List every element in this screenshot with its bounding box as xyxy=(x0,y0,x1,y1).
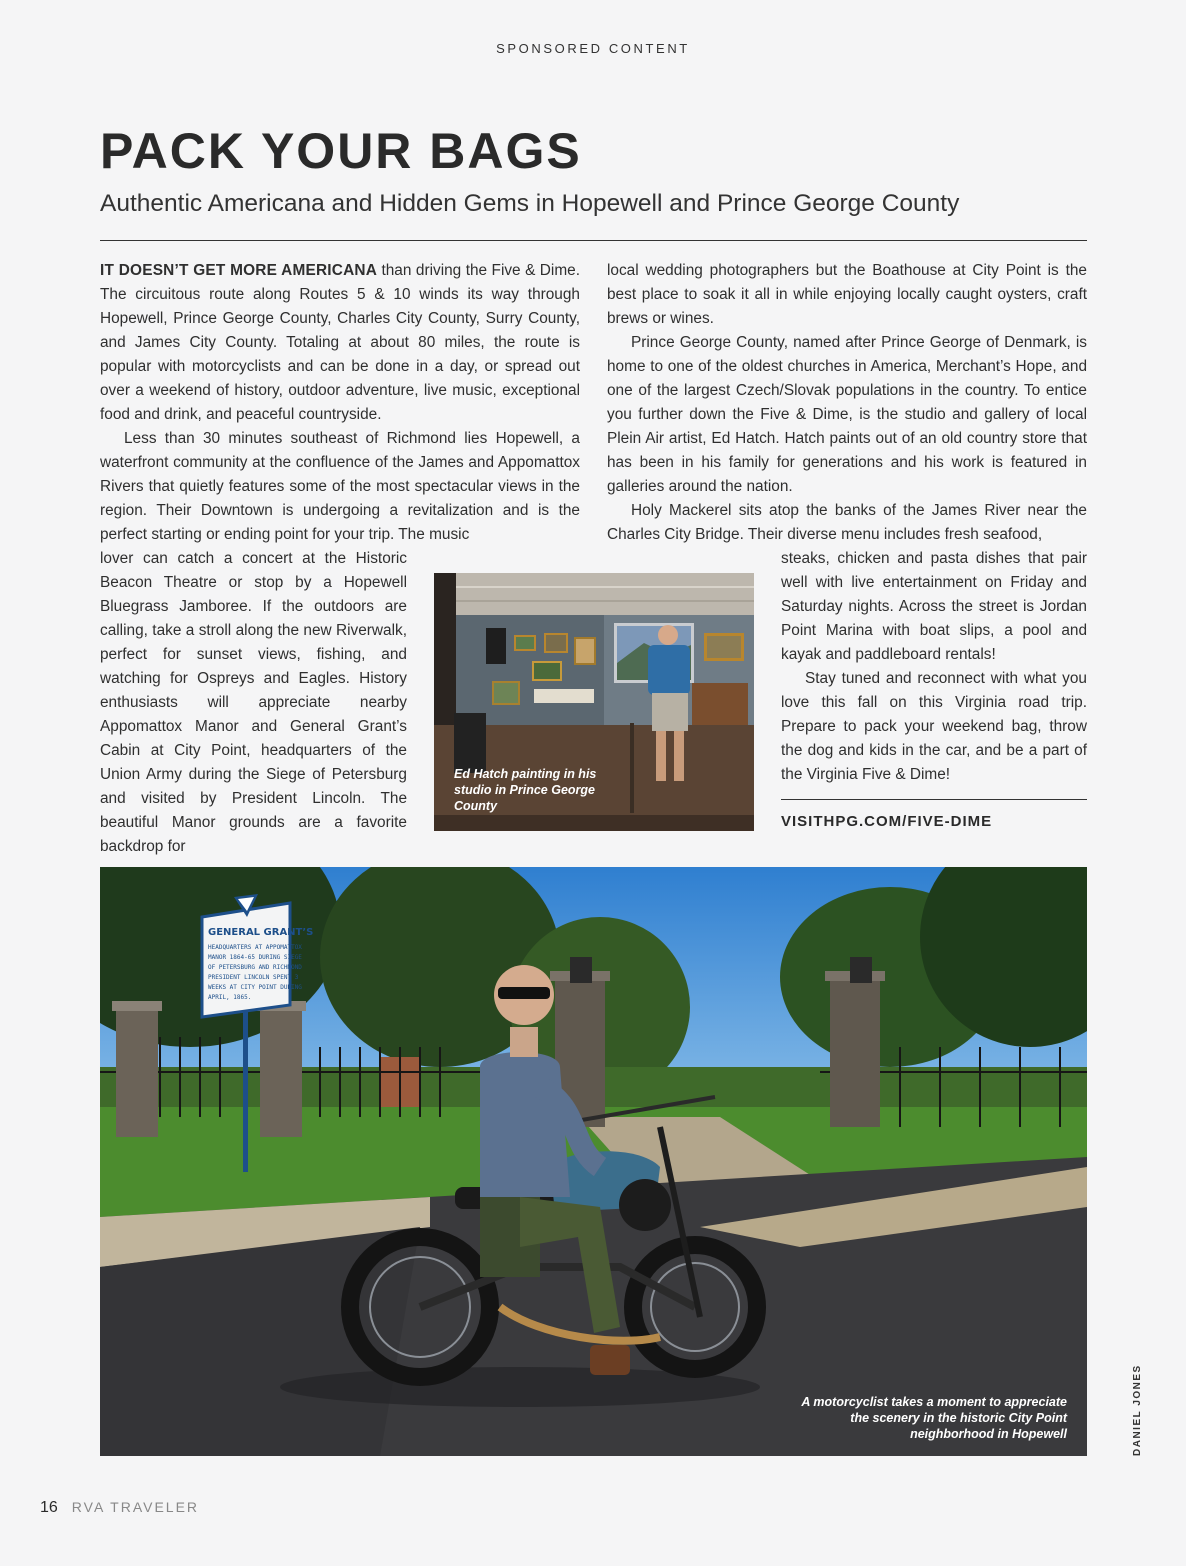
article-subtitle: Authentic Americana and Hidden Gems in Hopewell and Prince George County xyxy=(100,190,960,217)
paragraph-2-end: local wedding photographers but the Boathouse at City Point is the best place to soak it all in while enjoying locally caught oysters, craft brews or wines. xyxy=(607,262,1087,327)
column-right-top xyxy=(607,259,1087,547)
motorcyclist-photo xyxy=(100,867,1087,1456)
paragraph-3: Prince George County, named after Prince George of Denmark, is home to one of the oldest churches in America, Merchant’s Hope, and one of the largest Czech/Slovak populations in the country. To entice you further down the Five & Dime, is the studio and gallery of local Plein Air artist, Ed Hatch. Hatch paints out of an old country store that has been in his family for generations and his work is featured in galleries around the nation. xyxy=(607,334,1087,495)
sponsored-label: SPONSORED CONTENT xyxy=(496,41,690,56)
motorcyclist-photo-image xyxy=(100,867,1087,1456)
title-divider xyxy=(100,240,1087,241)
sign-line-6: APRIL, 1865. xyxy=(208,994,252,1001)
studio-photo xyxy=(434,573,754,831)
paragraph-5: Stay tuned and reconnect with what you love this fall on this Virginia road trip. Prepare to pack your weekend bag, throw the dog and kids in the car, and be a part of the Virginia Five & Dime! xyxy=(781,670,1087,783)
publication-name: RVA TRAVELER xyxy=(71,1499,200,1515)
photo-credit: DANIEL JONES xyxy=(1132,1364,1143,1456)
article-title: PACK YOUR BAGS xyxy=(100,123,582,179)
paragraph-4: Holy Mackerel sits atop the banks of the James River near the Charles City Bridge. Their diverse menu includes fresh seafood, xyxy=(607,502,1087,543)
column-left-top xyxy=(100,259,580,547)
paragraph-1 xyxy=(100,259,580,427)
sign-line-2: MANOR 1864-65 DURING SIEGE xyxy=(208,954,302,961)
studio-photo-caption: Ed Hatch painting in his studio in Prince George County xyxy=(454,767,597,813)
column-left-bottom xyxy=(100,547,407,859)
sign-line-1: HEADQUARTERS AT APPOMATTOX xyxy=(208,944,302,951)
paragraph-4-continued: steaks, chicken and pasta dishes that pair well with live entertainment on Friday and Saturday nights. Across the street is Jordan Point Marina with boat slips, a pool and kayak and paddleboard rentals! xyxy=(781,550,1087,663)
link-divider xyxy=(781,799,1087,800)
lead-in: IT DOESN’T GET MORE AMERICANA xyxy=(100,262,378,279)
paragraph-2: Less than 30 minutes southeast of Richmond lies Hopewell, a waterfront community at the confluence of the James and Appomattox Rivers that quietly features some of the most spectacular views in the region. Their Downtown is undergoing a revitalization and is the perfect starting or ending point for your trip. The music xyxy=(100,430,580,543)
paragraph-1-text: than driving the Five & Dime. The circuitous route along Routes 5 & 10 winds its way through Hopewell, Prince George County, Charles City County, Surry County, and James City County. Totaling at about 80 miles, the route is popular with motorcyclists and can be done in a day, or spread out over a weekend of history, outdoor adventure, live music, exceptional food and drink, and peaceful countryside. xyxy=(100,262,580,423)
column-right-bottom xyxy=(781,547,1087,787)
page-footer xyxy=(40,1499,199,1517)
sign-line-5: WEEKS AT CITY POINT DURING xyxy=(208,984,302,991)
sign-title: GENERAL GRANT’S xyxy=(208,927,314,938)
paragraph-2-continued: lover can catch a concert at the Historic Beacon Theatre or stop by a Hopewell Bluegrass Jamboree. If the outdoors are calling, take a stroll along the new Riverwalk, perfect for sunset views, fishing, and watching for Ospreys and Eagles. History enthusiasts will appreciate nearby Appomattox Manor and General Grant’s Cabin at City Point, headquarters of the Union Army during the Siege of Petersburg and visited by President Lincoln. The beautiful Manor grounds are a favorite backdrop for xyxy=(100,550,407,855)
sign-line-4: PRESIDENT LINCOLN SPENT 3 xyxy=(208,974,299,981)
page-number: 16 xyxy=(40,1499,58,1516)
sign-line-3: OF PETERSBURG AND RICHMOND xyxy=(208,964,302,971)
motorcyclist-photo-caption: A motorcyclist takes a moment to appreciate the scenery in the historic City Point neighborhood in Hopewell xyxy=(801,1395,1067,1441)
website-link[interactable]: VISITHPG.COM/FIVE-DIME xyxy=(781,813,993,830)
